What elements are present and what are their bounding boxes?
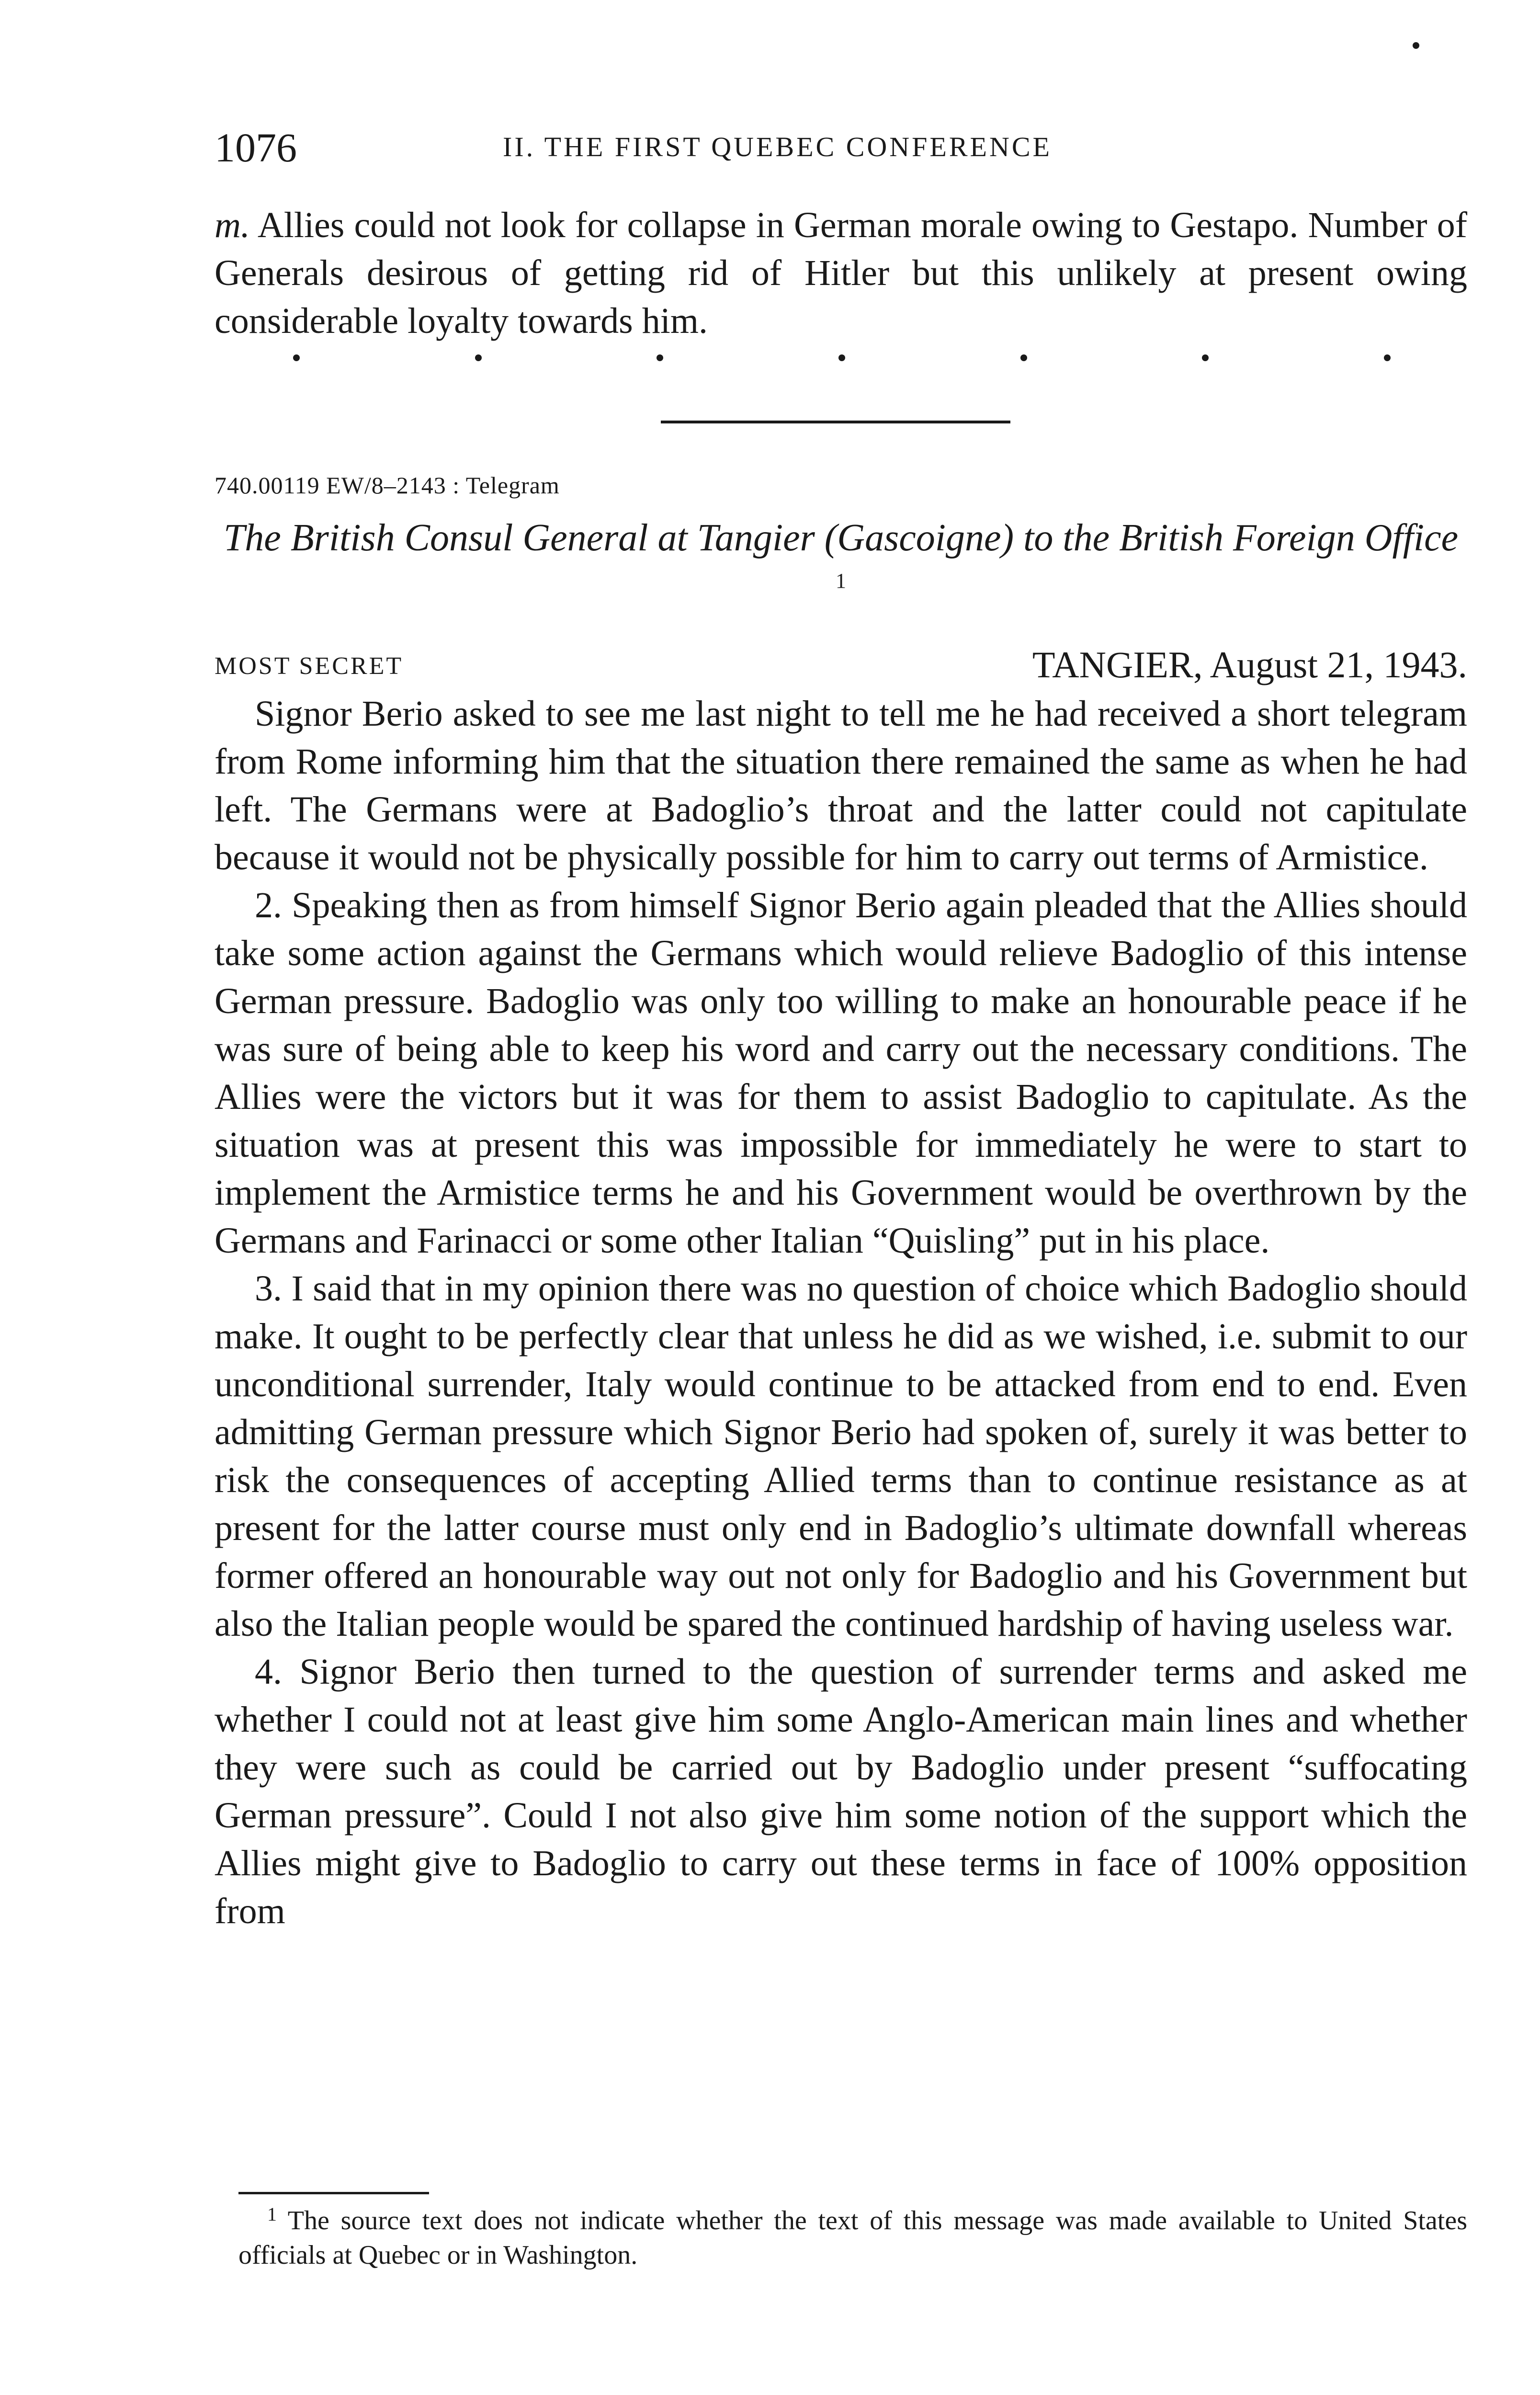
omission-dots xyxy=(293,341,1391,375)
running-title: II. THE FIRST QUEBEC CONFERENCE xyxy=(503,131,1052,162)
preceding-paragraph xyxy=(215,201,1467,345)
body-paragraph: 4. Signor Berio then turned to the question of surrender terms and asked me whether I could not at least give him some Anglo-American main lines and whether they were such as could be carried out by Badoglio under present “suffocating German pressure”. Could I not also give him some notion of the support which the Allies might give to Badoglio to carry out these terms in face of 100% opposition from xyxy=(215,1652,1467,1931)
classification: MOST SECRET xyxy=(215,652,404,680)
paragraph-text: Allies could not look for collapse in German morale owing to Gestapo. Number of Generals desirous of getting rid of Hitler but this unlikely at present owing considerable loyalty towards him. xyxy=(215,205,1468,341)
omission-dot xyxy=(1020,354,1027,361)
paragraph-m xyxy=(215,201,1467,345)
body-paragraph: 3. I said that in my opinion there was no question of choice which Badoglio should make. It ought to be perfectly clear that unless he did as we wished, i.e. submit to our unconditional surrender, Italy would continue to be attacked from end to end. Even admitting German pressure which Signor Berio had spoken of, surely it was better to risk the consequences of accepting Allied terms than to continue resistance as at present for the latter course must only end in Badoglio’s ultimate downfall whereas former offered an honourable way out not only for Badoglio and his Government but also the Italian people would be spared the continued hardship of having useless war. xyxy=(215,1268,1467,1644)
footnote-text: The source text does not indicate whether the text of this message was made available to United States officials at Quebec or in Washington. xyxy=(238,2206,1467,2270)
omission-dot xyxy=(475,354,482,361)
footnote-divider xyxy=(238,2192,429,2194)
running-head xyxy=(215,124,1467,181)
footnote xyxy=(238,2203,1467,2272)
document-title-text: The British Consul General at Tangier (Gascoigne) to the British Foreign Office xyxy=(223,517,1459,559)
omission-dot xyxy=(1384,354,1391,361)
omission-dot xyxy=(838,354,845,361)
footnote-reference: 1 xyxy=(836,569,846,593)
paragraph-label: m. xyxy=(215,205,250,245)
body-paragraph: 2. Speaking then as from himself Signor Berio again pleaded that the Allies should take some action against the Germans which would relieve Badoglio of this intense German pressure. Badoglio was only too willing to make an honourable peace if he was sure of being able to keep his word and carry out the necessary conditions. The Allies were the victors but it was for them to assist Badoglio to capitulate. As the situation was at present this was impossible for immediately he were to start to implement the Armistice terms he and his Government would be overthrown by the Germans and Farinacci or some other Italian “Quisling” put in his place. xyxy=(215,885,1467,1261)
place-and-date: TANGIER, August 21, 1943. xyxy=(1032,644,1467,685)
footnote-marker: 1 xyxy=(267,2203,277,2225)
omission-dot xyxy=(657,354,663,361)
omission-dot xyxy=(1202,354,1209,361)
omission-dot xyxy=(293,354,300,361)
page-number: 1076 xyxy=(215,125,297,171)
file-reference: 740.00119 EW/8–2143 : Telegram xyxy=(215,472,560,499)
document-title xyxy=(215,513,1467,614)
dateline xyxy=(215,641,1467,689)
body-paragraph: Signor Berio asked to see me last night to tell me he had received a short telegram from Rome informing him that the situation there remained the same as when he had left. The Germans were at Badoglio’s throat and the latter could not capitulate because it would not be physically possible for him to carry out terms of Armistice. xyxy=(215,694,1467,878)
section-divider xyxy=(661,421,1010,423)
ink-speck xyxy=(1413,42,1419,49)
telegram-body xyxy=(215,690,1467,1935)
